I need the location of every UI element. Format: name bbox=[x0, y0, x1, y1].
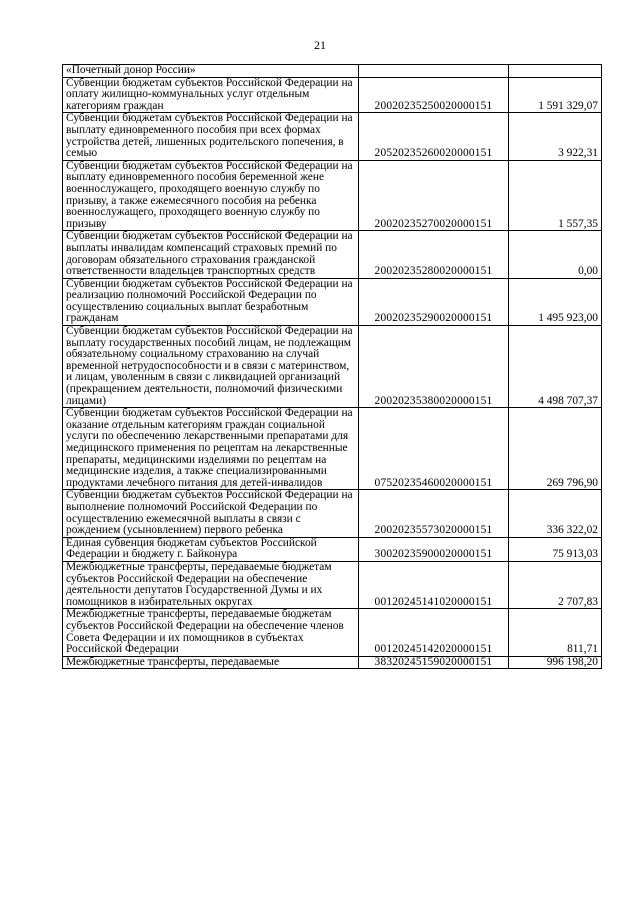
amount-cell: 996 198,20 bbox=[509, 656, 602, 669]
amount-cell: 0,00 bbox=[509, 231, 602, 278]
amount-cell: 75 913,03 bbox=[509, 537, 602, 561]
budget-code-cell: 20020235380020000151 bbox=[359, 326, 509, 408]
revenue-name-cell: Субвенции бюджетам субъектов Российской Федерации на выплату единовременного пособия при всех формах устройства детей, лишенных родительского попечения, в семью bbox=[63, 113, 359, 160]
table-row bbox=[63, 656, 602, 669]
amount-cell bbox=[509, 65, 602, 78]
budget-table bbox=[62, 64, 602, 669]
revenue-name-cell: Субвенции бюджетам субъектов Российской Федерации на оплату жилищно-коммунальных услуг отдельным категориям граждан bbox=[63, 77, 359, 113]
revenue-name-cell: Субвенции бюджетам субъектов Российской Федерации на выплату единовременного пособия беременной жене военнослужащего, проходящего военную службу по призыву, а также ежемесячного пособия на ребенка военнослужащего, проходящего военную службу по призыву bbox=[63, 160, 359, 231]
amount-cell: 1 557,35 bbox=[509, 160, 602, 231]
table-row bbox=[63, 231, 602, 278]
revenue-name-cell: Субвенции бюджетам субъектов Российской Федерации на реализацию полномочий Российской Федерации по осуществлению социальных выплат безработным гражданам bbox=[63, 278, 359, 325]
amount-cell: 4 498 707,37 bbox=[509, 326, 602, 408]
revenue-name-cell: Субвенции бюджетам субъектов Российской Федерации на выплату государственных пособий лицам, не подлежащим обязательному социальному страхованию на случай временной нетрудоспособности и в связи с материнством, и лицам, уволенным в связи с ликвидацией организаций (прекращением деятельности, полномочий физическими лицами) bbox=[63, 326, 359, 408]
budget-code-cell: 20020235290020000151 bbox=[359, 278, 509, 325]
revenue-name-cell: Субвенции бюджетам субъектов Российской Федерации на выплаты инвалидам компенсаций страховых премий по договорам обязательного страхования гражданской ответственности владельцев транспортных средств bbox=[63, 231, 359, 278]
budget-code-cell: 00120245142020000151 bbox=[359, 609, 509, 656]
table-row bbox=[63, 326, 602, 408]
amount-cell: 1 495 923,00 bbox=[509, 278, 602, 325]
table-row bbox=[63, 77, 602, 113]
table-row bbox=[63, 609, 602, 656]
table-row bbox=[63, 537, 602, 561]
amount-cell: 811,71 bbox=[509, 609, 602, 656]
budget-code-cell: 07520235460020000151 bbox=[359, 408, 509, 490]
revenue-name-cell: Межбюджетные трансферты, передаваемые бюджетам субъектов Российской Федерации на обеспечение членов Совета Федерации и их помощников в субъектах Российской Федерации bbox=[63, 609, 359, 656]
budget-code-cell: 30020235900020000151 bbox=[359, 537, 509, 561]
budget-code-cell: 38320245159020000151 bbox=[359, 656, 509, 669]
revenue-name-cell: Межбюджетные трансферты, передаваемые бюджетам субъектов Российской Федерации на обеспечение деятельности депутатов Государственной Думы и их помощников в избирательных округах bbox=[63, 561, 359, 608]
amount-cell: 336 322,02 bbox=[509, 490, 602, 537]
revenue-name-cell: Субвенции бюджетам субъектов Российской Федерации на оказание отдельным категориям граждан социальной услуги по обеспечению лекарственными препаратами для медицинского применения по рецептам на лекарственные препараты, медицинскими изделиями по рецептам на медицинские изделия, а также специализированными продуктами лечебного питания для детей-инвалидов bbox=[63, 408, 359, 490]
budget-code-cell: 20020235573020000151 bbox=[359, 490, 509, 537]
table-row bbox=[63, 490, 602, 537]
budget-code-cell: 20020235280020000151 bbox=[359, 231, 509, 278]
amount-cell: 1 591 329,07 bbox=[509, 77, 602, 113]
table-row bbox=[63, 561, 602, 608]
budget-code-cell: 20020235250020000151 bbox=[359, 77, 509, 113]
budget-code-cell: 20020235270020000151 bbox=[359, 160, 509, 231]
revenue-name-cell: Межбюджетные трансферты, передаваемые bbox=[63, 656, 359, 669]
amount-cell: 2 707,83 bbox=[509, 561, 602, 608]
page-number: 21 bbox=[314, 38, 326, 52]
amount-cell: 269 796,90 bbox=[509, 408, 602, 490]
budget-code-cell: 20520235260020000151 bbox=[359, 113, 509, 160]
table-row bbox=[63, 408, 602, 490]
table-row bbox=[63, 160, 602, 231]
table-row bbox=[63, 65, 602, 78]
budget-code-cell bbox=[359, 65, 509, 78]
revenue-name-cell: «Почетный донор России» bbox=[63, 65, 359, 78]
table-row bbox=[63, 113, 602, 160]
budget-code-cell: 00120245141020000151 bbox=[359, 561, 509, 608]
revenue-name-cell: Субвенции бюджетам субъектов Российской Федерации на выполнение полномочий Российской Федерации по осуществлению ежемесячной выплаты в связи с рождением (усыновлением) первого ребенка bbox=[63, 490, 359, 537]
amount-cell: 3 922,31 bbox=[509, 113, 602, 160]
revenue-name-cell: Единая субвенция бюджетам субъектов Российской Федерации и бюджету г. Байконура bbox=[63, 537, 359, 561]
table-row bbox=[63, 278, 602, 325]
budget-table-body bbox=[63, 65, 602, 669]
